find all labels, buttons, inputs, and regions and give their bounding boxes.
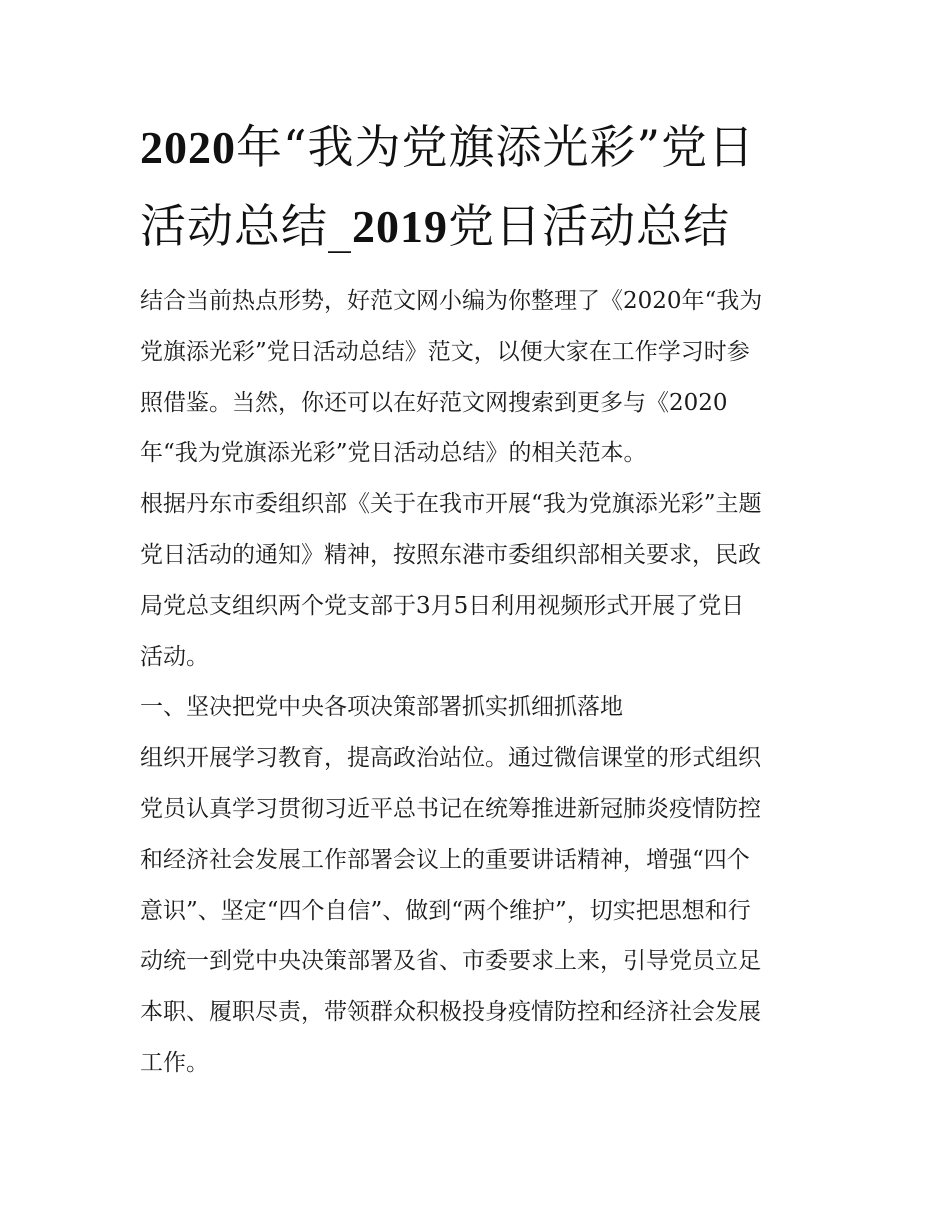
document-title — [140, 108, 820, 266]
text-line: 活动。 — [140, 643, 209, 670]
text-line: 组织开展学习教育，提高政治站位。通过微信课堂的形式组织 — [140, 745, 761, 772]
text-line: 党员认真学习贯彻习近平总书记在统筹推进新冠肺炎疫情防控 — [140, 795, 761, 822]
title-line-1 — [140, 120, 755, 174]
text-line: 党旗添光彩”党日活动总结》范文，以便大家在工作学习时参 — [140, 338, 750, 365]
text-line: 照借鉴。当然，你还可以在好范文网搜索到更多与《2020 — [140, 389, 728, 416]
text-line: 意识”、坚定“四个自信”、做到“两个维护”，切实把思想和行 — [140, 897, 751, 924]
text-line: 动统一到党中央决策部署及省、市委要求上来，引导党员立足 — [140, 948, 761, 975]
title-text-1: 年“我为党旗添光彩”党日 — [236, 120, 756, 174]
title-year-2: 2019 — [352, 201, 448, 252]
text-line: 结合当前热点形势，好范文网小编为你整理了《2020年“我为 — [140, 288, 763, 314]
title-text-3: 党日活动总结 — [448, 199, 730, 253]
title-year-1: 2020 — [140, 122, 236, 173]
paragraph-background — [140, 479, 815, 682]
text-line: 局党总支组织两个党支部于3月5日利用视频形式开展了党日 — [140, 592, 745, 619]
document-body — [140, 276, 815, 1089]
text-line: 本职、履职尽责，带领群众积极投身疫情防控和经济社会发展 — [140, 999, 761, 1026]
section-heading-1 — [140, 682, 815, 733]
paragraph-intro — [140, 276, 815, 479]
title-text-2: 活动总结_ — [140, 199, 352, 253]
text-line: 一、坚决把党中央各项决策部署抓实抓细抓落地 — [140, 694, 623, 721]
text-line: 年“我为党旗添光彩”党日活动总结》的相关范本。 — [140, 440, 647, 467]
text-line: 和经济社会发展工作部署会议上的重要讲话精神，增强“四个 — [140, 846, 750, 873]
text-line: 工作。 — [140, 1049, 209, 1076]
title-line-2 — [140, 199, 730, 253]
text-line: 根据丹东市委组织部《关于在我市开展“我为党旗添光彩”主题 — [140, 491, 762, 518]
paragraph-section-1 — [140, 733, 815, 1089]
text-line: 党日活动的通知》精神，按照东港市委组织部相关要求，民政 — [140, 541, 761, 568]
